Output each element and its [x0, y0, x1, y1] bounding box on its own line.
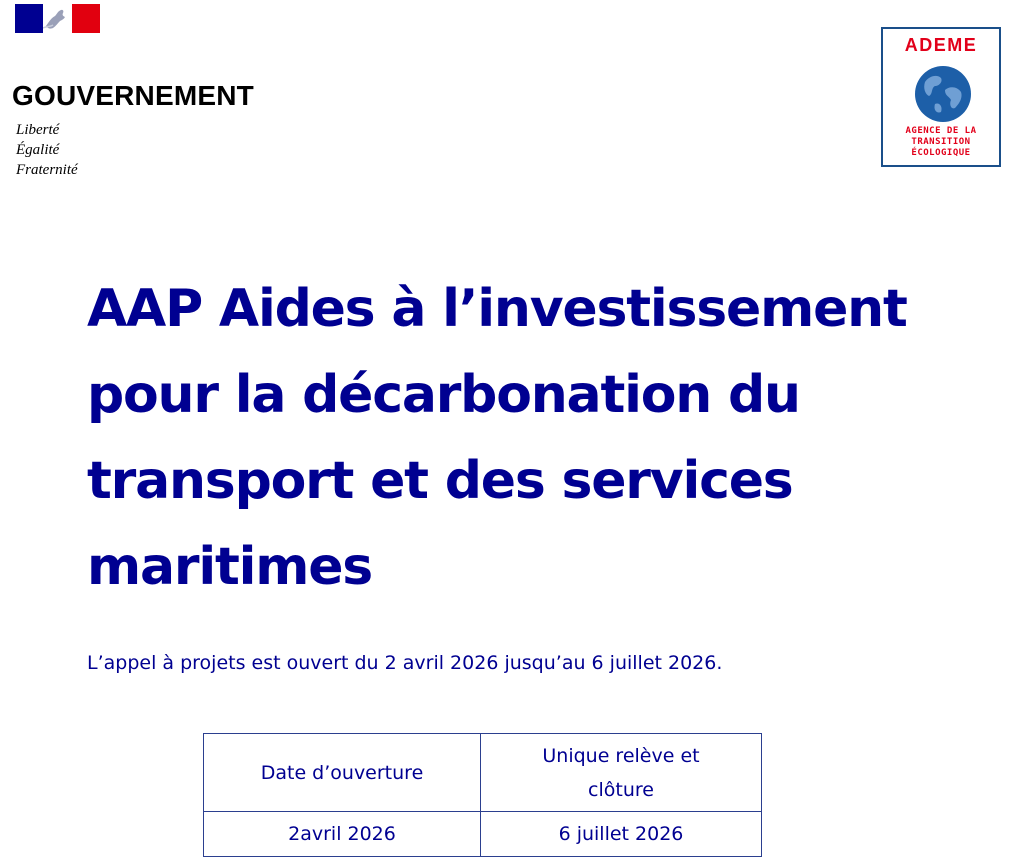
ademe-logo: [881, 27, 1001, 167]
header-opening-date: Date d’ouverture: [204, 734, 481, 812]
title-line: maritimes: [87, 537, 373, 597]
motto-liberte: Liberté: [16, 122, 60, 138]
ademe-tagline: [883, 126, 999, 159]
title-line: transport et des services: [87, 451, 793, 511]
ademe-tagline-line: ÉCOLOGIQUE: [911, 148, 971, 158]
motto-fraternite: Fraternité: [16, 162, 78, 178]
document-title: [87, 266, 957, 610]
dates-table: [203, 733, 762, 857]
header-closing-line: Unique relève et: [542, 744, 700, 767]
title-line: pour la décarbonation du: [87, 365, 800, 425]
flag-white-band: [43, 4, 72, 33]
ademe-name: ADEME: [904, 35, 978, 55]
table-header-row: [204, 734, 762, 812]
ademe-tagline-line: TRANSITION: [911, 137, 971, 147]
call-period-text: L’appel à projets est ouvert du 2 avril 2026 jusqu’au 6 juillet 2026.: [87, 652, 723, 674]
republique-francaise-flag-logo: [15, 4, 100, 33]
motto-egalite: Égalité: [16, 142, 60, 158]
flag-blue-band: [15, 4, 43, 33]
table-row: [204, 812, 762, 857]
title-line: AAP Aides à l’investissement: [87, 279, 907, 339]
closing-date-cell: 6 juillet 2026: [481, 812, 762, 857]
marianne-profile-icon: [43, 4, 72, 33]
opening-date-cell: 2avril 2026: [204, 812, 481, 857]
ademe-tagline-line: AGENCE DE LA: [905, 126, 977, 136]
globe-icon: [913, 64, 973, 124]
republic-motto: [16, 120, 78, 180]
government-wordmark: GOUVERNEMENT: [12, 80, 254, 111]
header-closing-line: clôture: [588, 778, 654, 801]
flag-red-band: [72, 4, 100, 33]
header-closing-date: [481, 734, 762, 812]
